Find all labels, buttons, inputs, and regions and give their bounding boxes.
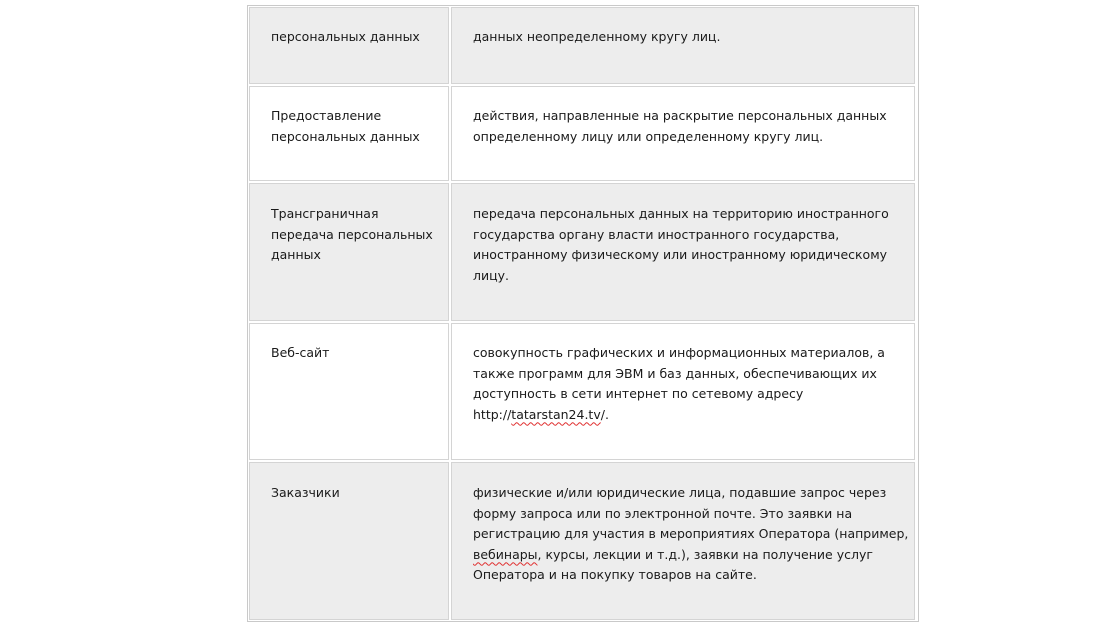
table-row bbox=[249, 323, 917, 460]
term-cell bbox=[249, 86, 449, 181]
table-row bbox=[249, 183, 917, 321]
definition-text: совокупность графических и информационных материалов, а bbox=[473, 345, 885, 360]
definition-cell bbox=[451, 86, 915, 181]
definition-cell bbox=[451, 183, 915, 321]
term-text: Предоставление bbox=[271, 108, 382, 123]
url-domain: tatarstan24.tv bbox=[511, 406, 601, 422]
definition-text: форму запроса или по электронной почте. Это заявки на bbox=[473, 505, 853, 521]
website-url[interactable] bbox=[473, 405, 896, 426]
table-row bbox=[249, 462, 917, 620]
term-text: Веб-сайт bbox=[271, 345, 330, 360]
term-cell bbox=[249, 7, 449, 84]
definition-text: определенному лицу или определенному кругу лиц. bbox=[473, 128, 824, 144]
url-suffix: /. bbox=[600, 406, 609, 422]
definition-text: государства органу власти иностранного государства, bbox=[473, 226, 840, 242]
term-cell bbox=[249, 462, 449, 620]
table-row bbox=[249, 86, 917, 181]
definition-text bbox=[473, 545, 896, 566]
definition-text: регистрацию для участия в мероприятиях Оператора (например, bbox=[473, 526, 909, 541]
definitions-table bbox=[247, 5, 919, 622]
definition-text: действия, направленные на раскрытие персональных данных bbox=[473, 108, 887, 123]
term-text: персональных данных bbox=[271, 128, 420, 144]
definition-text: доступность в сети интернет по сетевому адресу bbox=[473, 386, 804, 401]
definition-text: также программ для ЭВМ и баз данных, обеспечивающих их bbox=[473, 365, 877, 381]
definition-cell bbox=[451, 462, 915, 620]
table-row bbox=[249, 7, 917, 84]
term-text: Заказчики bbox=[271, 485, 340, 500]
definition-cell bbox=[451, 323, 915, 460]
definition-text: физические и/или юридические лица, подавшие запрос через bbox=[473, 485, 887, 500]
term-text: передача персональных bbox=[271, 226, 433, 242]
url-prefix: http:// bbox=[473, 406, 512, 422]
definition-text: передача персональных данных на территорию иностранного bbox=[473, 206, 889, 221]
definition-text-rest: , курсы, лекции и т.д.), заявки на получение услуг bbox=[537, 546, 873, 562]
definition-text: лицу. bbox=[473, 267, 509, 283]
definition-text: иностранному физическому или иностранному юридическому bbox=[473, 247, 888, 262]
term-text: данных bbox=[271, 247, 321, 262]
definition-text: Оператора и на покупку товаров на сайте. bbox=[473, 567, 757, 582]
term-cell bbox=[249, 183, 449, 321]
misspelled-word: вебинары bbox=[473, 546, 538, 562]
definition-text: данных неопределенному кругу лиц. bbox=[473, 29, 721, 44]
term-text: персональных данных bbox=[271, 29, 420, 44]
term-text: Трансграничная bbox=[271, 206, 379, 221]
definition-cell bbox=[451, 7, 915, 84]
term-cell bbox=[249, 323, 449, 460]
